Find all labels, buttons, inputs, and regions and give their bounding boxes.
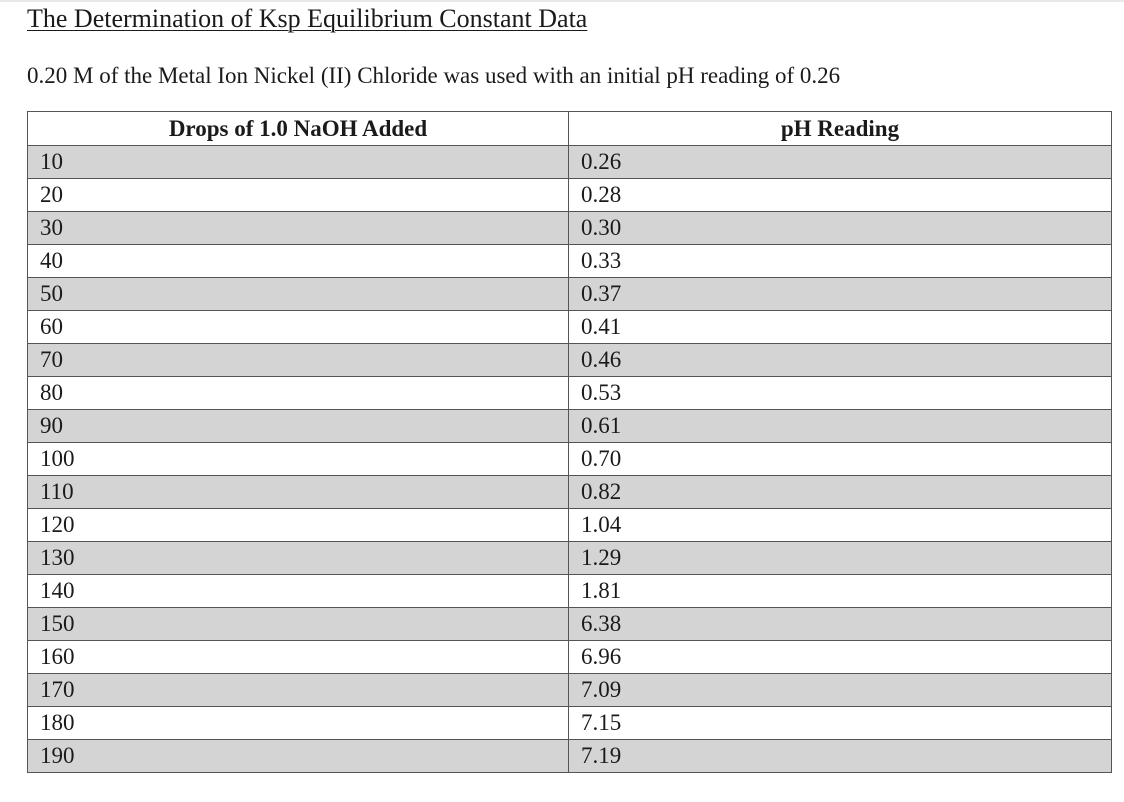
cell-ph-reading: 0.61 [569, 410, 1112, 443]
table-header-row [28, 112, 1112, 146]
table-row [28, 575, 1112, 608]
cell-drops-added: 190 [28, 740, 569, 773]
cell-ph-reading: 6.38 [569, 608, 1112, 641]
cell-drops-added: 150 [28, 608, 569, 641]
table-row [28, 311, 1112, 344]
cell-ph-reading: 0.26 [569, 146, 1112, 179]
table-row [28, 740, 1112, 773]
cell-drops-added: 140 [28, 575, 569, 608]
cell-ph-reading: 0.53 [569, 377, 1112, 410]
cell-ph-reading: 7.19 [569, 740, 1112, 773]
cell-ph-reading: 6.96 [569, 641, 1112, 674]
cell-drops-added: 20 [28, 179, 569, 212]
cell-drops-added: 70 [28, 344, 569, 377]
cell-drops-added: 170 [28, 674, 569, 707]
table-row [28, 476, 1112, 509]
column-header-ph: pH Reading [569, 112, 1112, 146]
cell-ph-reading: 0.70 [569, 443, 1112, 476]
cell-ph-reading: 0.46 [569, 344, 1112, 377]
table-row [28, 608, 1112, 641]
table-body [28, 146, 1112, 773]
cell-ph-reading: 0.30 [569, 212, 1112, 245]
table-row [28, 146, 1112, 179]
cell-drops-added: 80 [28, 377, 569, 410]
column-header-drops: Drops of 1.0 NaOH Added [28, 112, 569, 146]
table-row [28, 542, 1112, 575]
table-row [28, 674, 1112, 707]
cell-drops-added: 50 [28, 278, 569, 311]
cell-ph-reading: 0.41 [569, 311, 1112, 344]
table-row [28, 509, 1112, 542]
cell-ph-reading: 1.81 [569, 575, 1112, 608]
table-row [28, 443, 1112, 476]
cell-ph-reading: 7.09 [569, 674, 1112, 707]
cell-drops-added: 120 [28, 509, 569, 542]
cell-drops-added: 40 [28, 245, 569, 278]
titration-data-table [27, 111, 1112, 773]
table-row [28, 410, 1112, 443]
table-row [28, 707, 1112, 740]
table-row [28, 344, 1112, 377]
table-row [28, 245, 1112, 278]
cell-drops-added: 90 [28, 410, 569, 443]
cell-drops-added: 110 [28, 476, 569, 509]
cell-ph-reading: 1.29 [569, 542, 1112, 575]
cell-drops-added: 130 [28, 542, 569, 575]
cell-ph-reading: 0.37 [569, 278, 1112, 311]
cell-drops-added: 180 [28, 707, 569, 740]
cell-ph-reading: 1.04 [569, 509, 1112, 542]
cell-drops-added: 10 [28, 146, 569, 179]
cell-drops-added: 160 [28, 641, 569, 674]
cell-drops-added: 30 [28, 212, 569, 245]
table-row [28, 212, 1112, 245]
table-row [28, 641, 1112, 674]
cell-drops-added: 100 [28, 443, 569, 476]
table-row [28, 377, 1112, 410]
table-row [28, 278, 1112, 311]
page-title: The Determination of Ksp Equilibrium Constant Data [27, 4, 588, 33]
table-row [28, 179, 1112, 212]
cell-ph-reading: 0.28 [569, 179, 1112, 212]
cell-ph-reading: 0.33 [569, 245, 1112, 278]
cell-drops-added: 60 [28, 311, 569, 344]
cell-ph-reading: 7.15 [569, 707, 1112, 740]
cell-ph-reading: 0.82 [569, 476, 1112, 509]
experiment-description: 0.20 M of the Metal Ion Nickel (II) Chloride was used with an initial pH reading of 0.26 [27, 63, 841, 88]
